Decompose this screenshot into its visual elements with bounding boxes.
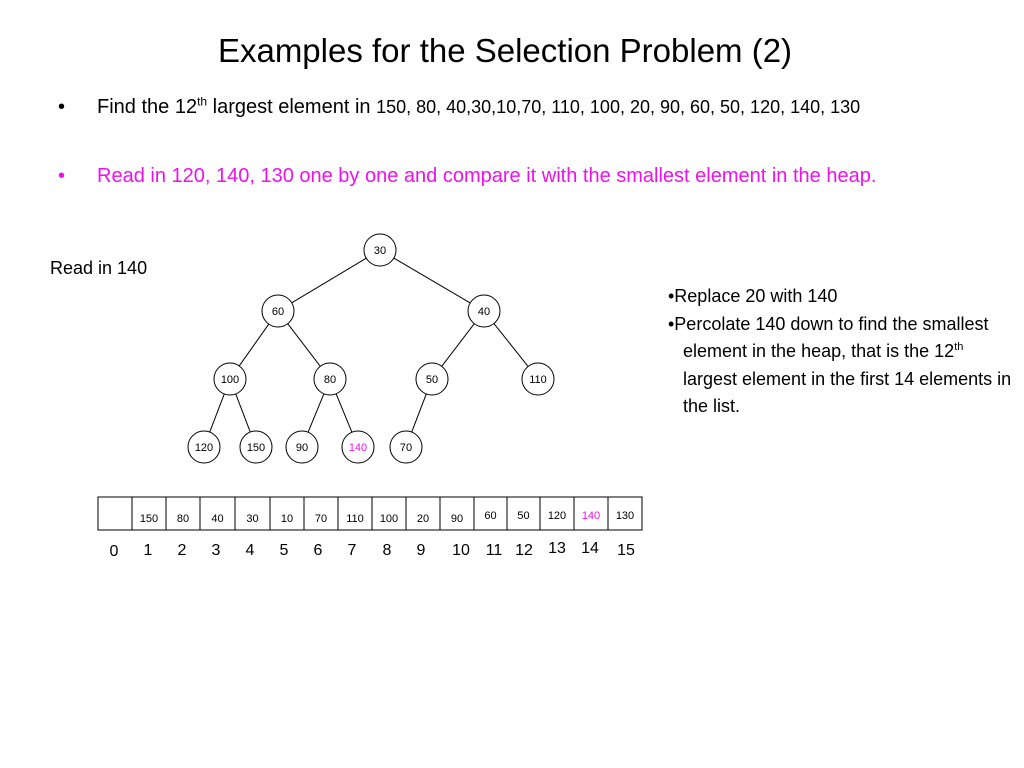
bullet-2: Read in 120, 140, 130 one by one and compare it with the smallest element in the heap.	[97, 165, 877, 187]
bullet-marker-1: •	[58, 96, 66, 118]
heap-node-30	[364, 234, 396, 266]
array-indices	[110, 540, 635, 560]
array-cell-value: 80	[176, 513, 190, 525]
array-index-7: 7	[347, 542, 357, 559]
array-cell-value: 140	[581, 510, 601, 522]
array-cell-value: 100	[379, 513, 399, 525]
heap-node-50	[416, 363, 448, 395]
tree-edges	[210, 258, 528, 432]
array-index-9: 9	[416, 542, 426, 559]
array-cell-value: 20	[416, 513, 430, 525]
heap-node-label: 100	[220, 374, 240, 386]
array-cell-12	[507, 497, 540, 530]
read-in-label: Read in 140	[50, 258, 148, 278]
array-cell-7	[338, 497, 372, 530]
note-1: •Replace 20 with 140	[668, 286, 838, 306]
heap-node-label: 70	[399, 442, 413, 454]
array-cell-11	[474, 497, 507, 530]
tree-edge-80-90	[308, 394, 324, 432]
heap-node-label: 50	[425, 374, 439, 386]
array-cell-14	[574, 497, 608, 530]
array-cell-9	[406, 497, 440, 530]
array-index-3: 3	[211, 542, 221, 559]
array-index-0: 0	[109, 543, 119, 560]
heap-node-label: 30	[373, 245, 387, 257]
heap-node-label: 110	[529, 374, 547, 386]
array-cell-value: 110	[346, 513, 364, 525]
array-index-1: 1	[143, 542, 153, 559]
note-2-text: •Percolate 140 down to find the smallest element in the heap, that is the 12	[668, 313, 989, 361]
array-cell-value: 40	[211, 513, 224, 525]
tree-edge-30-60	[292, 258, 367, 303]
tree-edge-100-120	[210, 394, 225, 432]
heap-node-120	[188, 431, 220, 463]
tree-nodes	[188, 234, 554, 463]
array-cell-box	[98, 497, 132, 530]
array-cell-value: 130	[615, 510, 635, 522]
tree-edge-50-70	[412, 394, 427, 432]
array-cell-value: 150	[139, 513, 159, 525]
heap-node-110	[522, 363, 554, 395]
tree-edge-30-40	[394, 258, 470, 303]
heap-node-label: 120	[194, 442, 214, 454]
array-cell-value: 120	[547, 510, 567, 522]
array-cell-10	[440, 497, 474, 530]
tree-edge-80-140	[336, 394, 352, 432]
array-cell-3	[200, 497, 235, 530]
heap-node-label: 40	[477, 306, 491, 318]
heap-node-100	[214, 363, 246, 395]
array-index-14: 14	[581, 540, 599, 557]
array-index-11: 11	[485, 542, 503, 559]
array-index-13: 13	[548, 540, 566, 557]
tree-edge-40-50	[442, 324, 475, 367]
array-cell-0	[98, 497, 132, 530]
slide-title: Examples for the Selection Problem (2)	[217, 32, 793, 69]
array-index-15: 15	[617, 542, 635, 559]
array-cell-8	[372, 497, 406, 530]
array-index-10: 10	[452, 542, 470, 559]
tree-edge-40-110	[494, 324, 528, 367]
array-index-8: 8	[382, 542, 392, 559]
array-cell-value: 10	[280, 513, 294, 525]
heap-node-150	[240, 431, 272, 463]
heap-node-60	[262, 295, 294, 327]
note-2-text-2: largest element in the first 14 elements in the list.	[683, 368, 1012, 416]
note-2-sup: th	[954, 341, 964, 353]
array-cell-value: 90	[450, 513, 464, 525]
tree-edge-60-80	[288, 324, 321, 367]
array-index-4: 4	[245, 542, 255, 559]
array-cell-13	[540, 497, 574, 530]
bullet-marker-2: •	[58, 165, 66, 187]
array-cell-value: 60	[484, 510, 497, 522]
array-cell-value: 70	[314, 513, 328, 525]
bullet-1-text: Find the 12	[97, 96, 198, 118]
array-index-6: 6	[313, 542, 323, 559]
bullet-1-list: 150, 80, 40,30,10,70, 110, 100, 20, 90, 60, 50, 120, 140, 130	[376, 97, 861, 117]
heap-node-140	[342, 431, 374, 463]
heap-node-70	[390, 431, 422, 463]
heap-node-label: 150	[246, 442, 266, 454]
heap-node-40	[468, 295, 500, 327]
bullet-1-sup: th	[197, 94, 208, 109]
array-index-12: 12	[515, 542, 533, 559]
array-cell-6	[304, 497, 338, 530]
array-cell-15	[608, 497, 642, 530]
heap-node-label: 60	[271, 306, 285, 318]
tree-edge-60-100	[239, 324, 269, 366]
array-index-5: 5	[279, 542, 289, 559]
array-cell-value: 30	[246, 513, 259, 525]
array-index-2: 2	[177, 542, 187, 559]
heap-node-label: 80	[323, 374, 337, 386]
heap-node-80	[314, 363, 346, 395]
array-cell-4	[235, 497, 270, 530]
heap-node-label: 90	[295, 442, 309, 454]
array-cell-2	[166, 497, 200, 530]
bullet-1-text-2: largest element in	[207, 96, 377, 118]
heap-node-90	[286, 431, 318, 463]
heap-node-label: 140	[348, 442, 368, 454]
tree-edge-100-150	[236, 394, 251, 432]
heap-array	[98, 497, 642, 530]
array-cell-value: 50	[517, 510, 530, 522]
array-cell-1	[132, 497, 166, 530]
array-cell-5	[270, 497, 304, 530]
